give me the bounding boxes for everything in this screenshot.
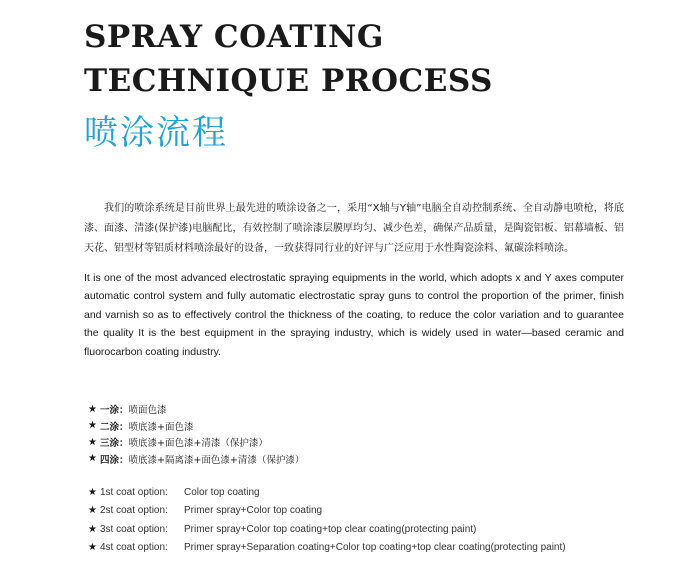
star-icon: ★ [88,505,97,517]
option-label: 二涂： [100,421,129,433]
list-item [88,451,304,468]
option-label: 2st coat option: [100,505,168,517]
list-item [88,434,304,451]
option-text: Color top coating [184,486,260,498]
chinese-title: 喷涂流程 [84,113,228,153]
star-icon: ★ [88,486,97,498]
english-paragraph: It is one of the most advanced electrostatic spraying equipments in the world, which adopts x and Y axes computer automatic control system and fully automatic electrostatic spray guns to control the proportion of the primer, finish and varnish so as to effectively control the thickness of the coating, to reduce the color variation and to guarantee the quality It is the best equipment in the spraying industry, which is widely used in water—based ceramic and fluorocarbon coating industry. [84,271,624,358]
option-text: Primer spray+Color top coating [184,505,323,517]
option-label: 四涂： [100,454,129,466]
option-label: 三涂： [100,438,129,450]
option-text: 喷面色漆 [128,405,167,417]
chinese-options-list [88,401,304,467]
star-icon: ★ [88,523,97,535]
star-icon: ★ [88,436,97,448]
option-text: Primer spray+Separation coating+Color top coating+top clear coating(protecting paint) [184,542,566,554]
list-item [88,418,304,435]
list-item [88,483,566,502]
option-text: Primer spray+Color top coating+top clear coating(protecting paint) [184,523,477,535]
option-label: 3st coat option: [100,523,168,535]
option-text: 喷底漆+面色漆 [128,421,194,433]
option-text: 喷底漆+隔离漆+面色漆+清漆（保护漆） [128,454,305,466]
star-icon: ★ [88,403,97,415]
star-icon: ★ [88,420,97,432]
option-text: 喷底漆+面色漆+清漆（保护漆） [128,438,268,450]
english-options-list [88,483,566,557]
chinese-paragraph: 我们的喷涂系统是目前世界上最先进的喷涂设备之一，采用“X轴与Y轴”电脑全自动控制系统、全自动静电喷枪，将底漆、面漆、清漆(保护漆)电脑配比，有效控制了喷涂漆层膜厚均匀、减少色差，确保产品质量，是陶瓷铝板、铝幕墙板、铝天花、铝型材等铝质材料喷涂最好的设备，一致获得同行业的好评与广泛应用于水性陶瓷涂料、氟碳涂料喷涂。 [84,203,624,254]
title-line-1: SPRAY COATING [84,19,384,55]
list-item [88,401,304,418]
star-icon: ★ [88,542,97,554]
list-item [88,502,566,521]
title-line-2: TECHNIQUE PROCESS [84,63,493,99]
option-label: 1st coat option: [100,486,168,498]
option-label: 一涂： [100,405,129,417]
list-item [88,520,566,539]
star-icon: ★ [88,453,97,465]
option-label: 4st coat option: [100,542,168,554]
list-item [88,539,566,558]
